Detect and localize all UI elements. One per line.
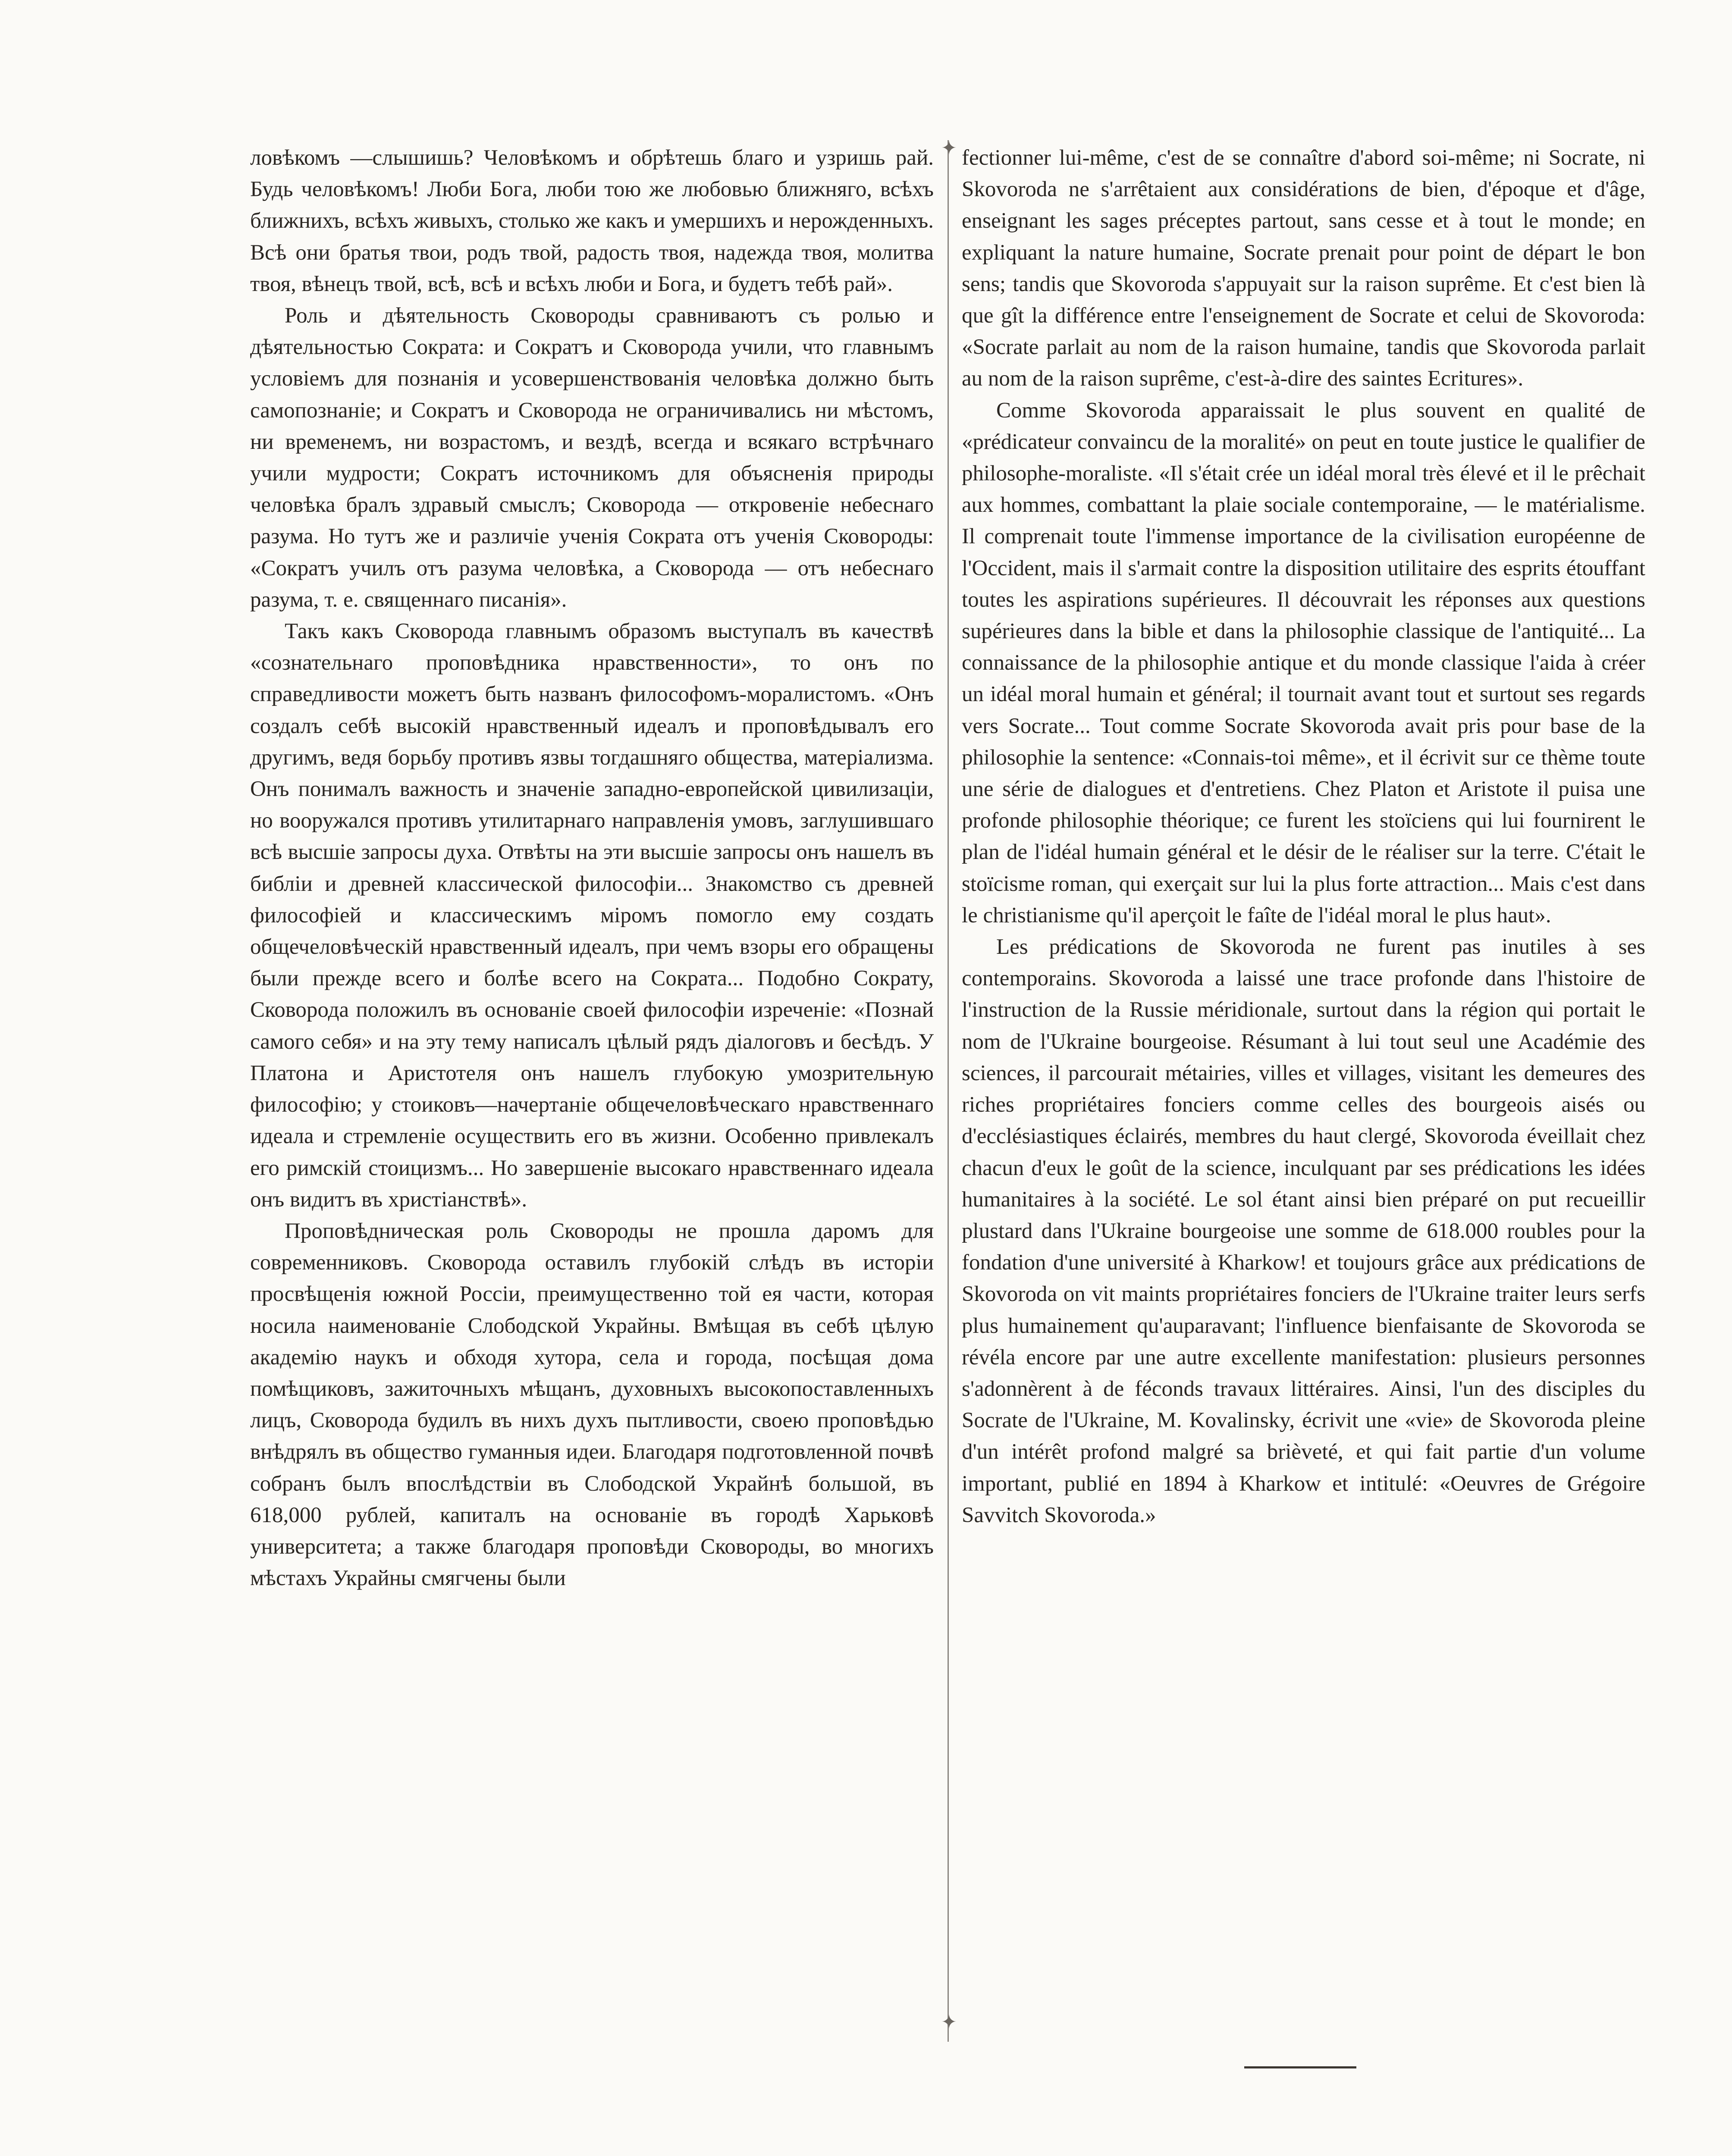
column-divider [948, 140, 949, 2042]
russian-text-column [250, 142, 934, 1594]
paragraph: Роль и дѣятельность Сковороды сравниваютъ съ ролью и дѣятельностью Сократа: и Сократъ и Сковорода учили, что главнымъ условіемъ для познанія и усовершенствованія человѣка должно быть самопознаніе; и Сократъ и Сковорода не ограничивались ни мѣстомъ, ни временемъ, ни возрастомъ, и вездѣ, всегда и всякаго встрѣчнаго учили мудрости; Сократъ источникомъ для объясненія природы человѣка бралъ здравый смыслъ; Сковорода — откровеніе небеснаго разума. Но тутъ же и различіе ученія Сократа отъ ученія Сковороды: «Сократъ училъ отъ разума человѣка, а Сковорода — отъ небеснаго разума, т. е. священнаго писанія». [250, 304, 934, 612]
paragraph: Проповѣдническая роль Сковороды не прошла даромъ для современниковъ. Сковорода оставилъ глубокій слѣдъ въ исторіи просвѣщенія южной Россіи, преимущественно той ея части, которая носила наименованіе Слободской Украйны. Вмѣщая въ себѣ цѣлую академію наукъ и обходя хутора, села и города, посѣщая дома помѣщиковъ, зажиточныхъ мѣщанъ, духовныхъ высокопоставленныхъ лицъ, Сковорода будилъ въ нихъ духъ пытливости, своею проповѣдью внѣдрялъ въ общество гуманныя идеи. Благодаря подготовленной почвѣ собранъ былъ впослѣдствіи въ Слободской Украйнѣ большой, въ 618,000 рублей, капиталъ на основаніе въ городѣ Харьковѣ университета; а также благодаря проповѣди Сковороды, во многихъ мѣстахъ Украйны смягчены были [250, 1219, 934, 1591]
paragraph: Такъ какъ Сковорода главнымъ образомъ выступалъ въ качествѣ «сознательнаго проповѣдника нравственности», то онъ по справедливости можетъ быть названъ философомъ-моралистомъ. «Онъ создалъ себѣ высокій нравственный идеалъ и проповѣдывалъ его другимъ, ведя борьбу противъ язвы тогдашняго общества, матеріализма. Онъ понималъ важность и значеніе западно-европейской цивилизаціи, но вооружался противъ утилитарнаго направленія умовъ, заглушившаго всѣ высшіе запросы духа. Отвѣты на эти высшіе запросы онъ нашелъ въ библіи и древней классической философіи... Знакомство съ древней философіей и классическимъ міромъ помогло ему создать общечеловѣческій нравственный идеалъ, при чемъ взоры его обращены были прежде всего и болѣе всего на Сократа... Подобно Сократу, Сковорода положилъ въ основаніе своей философіи изреченіе: «Познай самого себя» и на эту тему написалъ цѣлый рядъ діалоговъ и бесѣдъ. У Платона и Аристотеля онъ нашелъ глубокую умозрительную философію; у стоиковъ—начертаніе общечеловѣческаго нравственнаго идеала и стремленіе осуществить его въ жизни. Особенно привлекалъ его римскій стоицизмъ... Но завершеніе высокаго нравственнаго идеала онъ видитъ въ христіанствѣ». [250, 619, 934, 1212]
paragraph: Comme Skovoroda apparaissait le plus souvent en qualité de «prédicateur convaincu de la moralité» on peut en toute justice le qualifier de philosophe-moraliste. «Il s'était crée un idéal moral très élevé et il le prêchait aux hommes, combattant la plaie sociale contemporaine, — le matérialisme. Il comprenait toute l'immense importance de la civilisation européenne de l'Occident, mais il s'armait contre la disposition utilitaire des esprits étouffant toutes les aspirations supérieures. Il découvrait les réponses aux questions supérieures dans la bible et dans la philosophie classique de l'antiquité... La connaissance de la philosophie antique et du monde classique l'aida à créer un idéal moral humain et général; il tournait avant tout et surtout ses regards vers Socrate... Tout comme Socrate Skovoroda avait pris pour base de la philosophie la sentence: «Connais-toi même», et il écrivit sur ce thème toute une série de dialogues et d'entretiens. Chez Platon et Aristote il puisa une profonde philosophie théorique; ce furent les stoïciens qui lui fournirent le plan de l'idéal humain général et le désir de le réaliser sur la terre. C'était le stoïcisme roman, qui exerçait sur lui la plus forte attraction... Mais c'est dans le christianisme qu'il aperçoit le faîte de l'idéal moral le plus haut». [962, 398, 1645, 928]
paragraph-continued: ловѣкомъ —слышишь? Человѣкомъ и обрѣтешь благо и узришь рай. Будь человѣкомъ! Люби Бога, люби тою же любовью ближняго, всѣхъ ближнихъ, всѣхъ живыхъ, столько же какъ и умершихъ и нерожденныхъ. Всѣ они братья твои, родъ твой, радость твоя, надежда твоя, молитва твоя, вѣнецъ твой, всѣ, всѣ и всѣхъ люби и Бога, и будетъ тебѣ рай». [250, 146, 934, 296]
divider-bottom-ornament: ✦ [941, 2012, 957, 2033]
paragraph: Les prédications de Skovoroda ne furent pas inutiles à ses contemporains. Skovoroda a laissé une trace profonde dans l'histoire de l'instruction de la Russie méridionale, surtout dans la région qui portait le nom de l'Ukraine bourgeoise. Résumant à lui tout seul une Académie des sciences, il parcourait métairies, villes et villages, visitant les demeures des riches propriétaires fonciers comme celles des bourgeois aisés ou d'ecclésiastiques éclairés, membres du haut clergé, Skovoroda éveillait chez chacun d'eux le goût de la science, inculquant par ses prédications les idées humanitaires à la société. Le sol étant ainsi bien préparé on put recueillir plustard dans l'Ukraine bourgeoise une somme de 618.000 roubles pour la fondation d'une université à Kharkow! et toujours grâce aux prédications de Skovoroda on vit maints propriétaires fonciers de l'Ukraine traiter leurs serfs plus humainement qu'auparavant; l'influence bienfaisante de Skovoroda se révéla encore par une autre excellente manifestation: plusieurs personnes s'adonnèrent à de féconds travaux littéraires. Ainsi, l'un des disciples du Socrate de l'Ukraine, M. Kovalinsky, écrivit une «vie» de Skovoroda pleine d'un intérêt profond malgré sa brièveté, et qui fait partie d'un volume important, publié en 1894 à Kharkow et intitulé: «Oeuvres de Grégoire Savvitch Skovoroda.» [962, 935, 1645, 1527]
french-text-column [962, 142, 1645, 1531]
paragraph-continued: fectionner lui-même, c'est de se connaître d'abord soi-même; ni Socrate, ni Skovoroda ne s'arrêtaient aux considérations de bien, d'époque et d'âge, enseignant les sages préceptes partout, sans cesse et à tout le monde; en expliquant la nature humaine, Socrate prenait pour point de départ le bon sens; tandis que Skovoroda s'appuyait sur la raison suprême. Et c'est bien là que gît la différence entre l'enseignement de Socrate et celui de Skovoroda: «Socrate parlait au nom de la raison humaine, tandis que Skovoroda parlait au nom de la raison suprême, c'est-à-dire des saintes Ecritures». [962, 146, 1645, 391]
divider-top-ornament: ✦ [941, 138, 957, 159]
section-end-rule [1244, 2066, 1356, 2068]
